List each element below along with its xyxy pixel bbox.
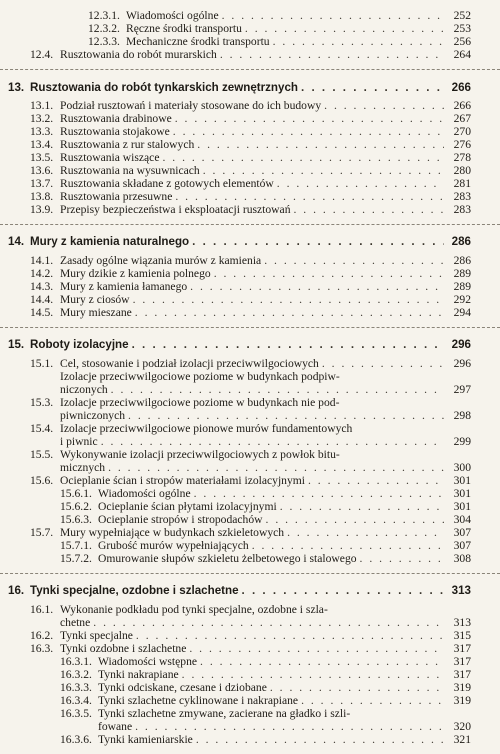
entry-title: Tynki kamieniarskie xyxy=(98,733,193,746)
entry-title: Tynki nakrapiane xyxy=(98,668,179,681)
leader-dots xyxy=(264,255,444,267)
entry-title: Rusztowania do robót tynkarskich zewnętrznych xyxy=(30,81,298,94)
toc-entry-continuation xyxy=(60,462,471,474)
entry-title: piwniczonych xyxy=(60,409,126,422)
entry-page: 317 xyxy=(453,655,471,668)
toc-entry xyxy=(30,165,471,177)
leader-dots xyxy=(136,630,444,642)
entry-title: Ocieplanie ścian i stropów materiałami izolacyjnymi xyxy=(60,474,305,487)
entry-number: 13.6. xyxy=(30,164,54,177)
entry-page: 297 xyxy=(453,383,471,396)
toc-entry xyxy=(30,527,471,539)
entry-title: Wiadomości wstępne xyxy=(98,655,198,668)
entry-page: 292 xyxy=(453,293,471,306)
entry-number: 15.7. xyxy=(30,526,54,539)
entry-page: 266 xyxy=(453,99,471,112)
section-divider xyxy=(0,327,500,328)
entry-title: Tynki szlachetne zmywane, zacierane na gładko i szli- xyxy=(98,707,351,720)
entry-title: Tynki szlachetne cyklinowane i nakrapiane xyxy=(98,694,299,707)
entry-title: Wiadomości ogólne xyxy=(126,9,219,22)
entry-title: Tynki specjalne, ozdobne i szlachetne xyxy=(30,584,239,597)
leader-dots xyxy=(200,656,444,668)
entry-page: 278 xyxy=(453,151,471,164)
toc-entry xyxy=(30,268,471,280)
leader-dots xyxy=(93,617,444,629)
toc-entry xyxy=(30,643,471,655)
entry-page: 286 xyxy=(451,235,471,248)
leader-dots xyxy=(220,49,444,61)
entry-number: 13.5. xyxy=(30,151,54,164)
leader-dots xyxy=(308,475,444,487)
toc-entry xyxy=(60,540,471,552)
entry-title: Mechaniczne środki transportu xyxy=(126,35,270,48)
toc-entry xyxy=(88,10,471,22)
entry-title: Rusztowania z rur stalowych xyxy=(60,138,195,151)
toc-entry xyxy=(60,695,471,707)
leader-dots xyxy=(101,436,444,448)
leader-dots xyxy=(252,540,444,552)
entry-number: 14.2. xyxy=(30,267,54,280)
entry-number: 13.4. xyxy=(30,138,54,151)
entry-number: 14.3. xyxy=(30,280,54,293)
entry-title: Rusztowania drabinowe xyxy=(60,112,172,125)
leader-dots xyxy=(294,204,445,216)
entry-title: Ręczne środki transportu xyxy=(126,22,242,35)
leader-dots xyxy=(214,268,444,280)
entry-number: 16.2. xyxy=(30,629,54,642)
toc-entry xyxy=(30,358,471,370)
entry-title: Przepisy bezpieczeństwa i eksploatacji rusztowań xyxy=(60,203,291,216)
entry-title: Rusztowania składane z gotowych elementów xyxy=(60,177,274,190)
entry-number: 12.3.1. xyxy=(88,9,120,22)
entry-title: Mury z kamienia naturalnego xyxy=(30,235,190,248)
entry-title: i piwnic xyxy=(60,435,98,448)
entry-number: 16.3.4. xyxy=(60,694,92,707)
leader-dots xyxy=(301,695,444,707)
entry-page: 317 xyxy=(453,668,471,681)
toc-entry xyxy=(60,553,471,565)
entry-title: Izolacje przeciwwilgociowe pionowe murów fundamentowych xyxy=(60,422,353,435)
leader-dots xyxy=(111,384,444,396)
toc-entry xyxy=(30,100,471,112)
entry-title: Mury z ciosów xyxy=(60,293,130,306)
entry-page: 283 xyxy=(453,203,471,216)
entry-page: 270 xyxy=(453,125,471,138)
toc-entry xyxy=(30,49,471,61)
toc-entry-continuation xyxy=(98,721,471,733)
section-divider xyxy=(0,224,500,225)
entry-title: Grubość murów wypełniających xyxy=(98,539,249,552)
leader-dots xyxy=(128,410,444,422)
toc-entry-continuation xyxy=(60,384,471,396)
entry-page: 296 xyxy=(453,357,471,370)
toc-entry xyxy=(60,682,471,694)
entry-page: 308 xyxy=(453,552,471,565)
entry-number: 16.3.1. xyxy=(60,655,92,668)
toc-entry-start xyxy=(30,449,340,461)
entry-number: 16.1. xyxy=(30,603,54,616)
entry-page: 304 xyxy=(453,513,471,526)
leader-dots xyxy=(135,307,444,319)
entry-title: Cel, stosowanie i podział izolacji przeciwwilgociowych xyxy=(60,357,319,370)
entry-title: Rusztowania stojakowe xyxy=(60,125,170,138)
entry-number: 13.7. xyxy=(30,177,54,190)
toc-entry xyxy=(60,514,471,526)
entry-page: 283 xyxy=(453,190,471,203)
entry-page: 301 xyxy=(453,474,471,487)
toc-entry-start xyxy=(30,604,328,616)
entry-page: 289 xyxy=(453,267,471,280)
toc-entry-continuation xyxy=(60,410,471,422)
section-divider xyxy=(0,69,500,70)
leader-dots xyxy=(133,294,444,306)
entry-number: 16.3.6. xyxy=(60,733,92,746)
entry-page: 320 xyxy=(453,720,471,733)
entry-title: Ocieplanie stropów i stropodachów xyxy=(98,513,263,526)
toc-entry xyxy=(30,281,471,293)
entry-page: 280 xyxy=(453,164,471,177)
toc-entry xyxy=(30,307,471,319)
leader-dots xyxy=(175,191,444,203)
leader-dots xyxy=(245,23,444,35)
entry-page: 319 xyxy=(453,694,471,707)
leader-dots xyxy=(108,462,444,474)
entry-page: 315 xyxy=(453,629,471,642)
entry-number: 13.2. xyxy=(30,112,54,125)
entry-page: 286 xyxy=(453,254,471,267)
leader-dots xyxy=(222,10,444,22)
leader-dots xyxy=(324,100,444,112)
toc-entry-start xyxy=(30,423,352,435)
entry-page: 276 xyxy=(453,138,471,151)
entry-page: 301 xyxy=(453,500,471,513)
toc-entry xyxy=(30,152,471,164)
entry-number: 12.3.2. xyxy=(88,22,120,35)
entry-number: 13.3. xyxy=(30,125,54,138)
entry-title: niczonych xyxy=(60,383,108,396)
toc-entry xyxy=(30,204,471,216)
leader-dots xyxy=(273,36,444,48)
leader-dots xyxy=(190,281,444,293)
entry-title: Mury wypełniające w budynkach szkieletowych xyxy=(60,526,285,539)
entry-page: 267 xyxy=(453,112,471,125)
entry-number: 14. xyxy=(8,235,25,248)
toc-entry xyxy=(30,139,471,151)
entry-page: 307 xyxy=(453,526,471,539)
leader-dots xyxy=(266,514,444,526)
entry-number: 12.4. xyxy=(30,48,54,61)
leader-dots xyxy=(173,126,444,138)
leader-dots xyxy=(197,139,444,151)
entry-title: Podział rusztowań i materiały stosowane do ich budowy xyxy=(60,99,322,112)
entry-page: 319 xyxy=(453,681,471,694)
entry-page: 321 xyxy=(453,733,471,746)
chapter-heading xyxy=(8,82,471,94)
toc-entry xyxy=(60,501,471,513)
toc-entry xyxy=(30,255,471,267)
entry-page: 313 xyxy=(453,616,471,629)
entry-number: 15.7.1. xyxy=(60,539,92,552)
entry-page: 294 xyxy=(453,306,471,319)
toc-entry-start xyxy=(30,397,339,409)
leader-dots xyxy=(135,721,444,733)
chapter-heading xyxy=(8,585,471,597)
toc-entry xyxy=(88,23,471,35)
toc-entry xyxy=(60,656,471,668)
toc-entry xyxy=(30,113,471,125)
leader-dots xyxy=(192,236,444,248)
entry-number: 15.6.3. xyxy=(60,513,92,526)
entry-page: 264 xyxy=(453,48,471,61)
toc-entry xyxy=(60,669,471,681)
entry-number: 13. xyxy=(8,81,25,94)
entry-title: Tynki odciskane, czesane i dziobane xyxy=(98,681,267,694)
entry-title: Mury mieszane xyxy=(60,306,132,319)
leader-dots xyxy=(242,585,444,597)
section-divider xyxy=(0,573,500,574)
leader-dots xyxy=(203,165,444,177)
entry-number: 16.3.3. xyxy=(60,681,92,694)
entry-number: 16.3. xyxy=(30,642,54,655)
entry-number: 14.4. xyxy=(30,293,54,306)
entry-title: Wykonanie podkładu pod tynki specjalne, ozdobne i szla- xyxy=(60,603,328,616)
toc-entry-continuation xyxy=(60,617,471,629)
entry-title: Tynki ozdobne i szlachetne xyxy=(60,642,187,655)
entry-title: fowane xyxy=(98,720,133,733)
entry-number: 13.1. xyxy=(30,99,54,112)
chapter-heading xyxy=(8,339,471,351)
leader-dots xyxy=(182,669,444,681)
entry-number: 16. xyxy=(8,584,25,597)
entry-page: 253 xyxy=(453,22,471,35)
entry-page: 289 xyxy=(453,280,471,293)
toc-entry xyxy=(30,630,471,642)
entry-title: Rusztowania na wysuwnicach xyxy=(60,164,200,177)
leader-dots xyxy=(277,178,444,190)
entry-number: 13.8. xyxy=(30,190,54,203)
toc-entry xyxy=(60,734,471,746)
entry-number: 15. xyxy=(8,338,25,351)
leader-dots xyxy=(360,553,444,565)
entry-page: 296 xyxy=(451,338,471,351)
leader-dots xyxy=(287,527,444,539)
toc-entry-continuation xyxy=(60,436,471,448)
leader-dots xyxy=(270,682,444,694)
entry-page: 299 xyxy=(453,435,471,448)
entry-title: Ocieplanie ścian płytami izolacyjnymi xyxy=(98,500,277,513)
entry-number: 15.4. xyxy=(30,422,54,435)
entry-page: 300 xyxy=(453,461,471,474)
entry-number: 15.7.2. xyxy=(60,552,92,565)
entry-number: 16.3.2. xyxy=(60,668,92,681)
leader-dots xyxy=(132,339,444,351)
toc-entry xyxy=(30,294,471,306)
toc-entry xyxy=(30,126,471,138)
entry-title: Wiadomości ogólne xyxy=(98,487,191,500)
leader-dots xyxy=(189,643,444,655)
entry-number: 15.1. xyxy=(30,357,54,370)
entry-title: micznych xyxy=(60,461,106,474)
entry-page: 307 xyxy=(453,539,471,552)
toc-entry xyxy=(30,191,471,203)
leader-dots xyxy=(322,358,444,370)
entry-number: 15.6.1. xyxy=(60,487,92,500)
toc-entry-start xyxy=(60,708,350,720)
entry-number: 15.3. xyxy=(30,396,54,409)
leader-dots xyxy=(194,488,444,500)
entry-title: Omurowanie słupów szkieletu żelbetowego i stalowego xyxy=(98,552,357,565)
entry-title: Rusztowania wiszące xyxy=(60,151,160,164)
chapter-heading xyxy=(8,236,471,248)
entry-page: 301 xyxy=(453,487,471,500)
entry-title: Izolacje przeciwwilgociowe poziome w budynkach nie pod- xyxy=(60,396,340,409)
entry-title: chetne xyxy=(60,616,91,629)
entry-page: 266 xyxy=(451,81,471,94)
leader-dots xyxy=(175,113,444,125)
toc-entry xyxy=(88,36,471,48)
toc-entry xyxy=(60,488,471,500)
entry-title: Mury z kamienia łamanego xyxy=(60,280,188,293)
leader-dots xyxy=(301,82,444,94)
entry-page: 256 xyxy=(453,35,471,48)
entry-title: Mury dzikie z kamienia polnego xyxy=(60,267,211,280)
entry-number: 14.1. xyxy=(30,254,54,267)
entry-title: Rusztowania do robót murarskich xyxy=(60,48,217,61)
entry-page: 298 xyxy=(453,409,471,422)
entry-page: 252 xyxy=(453,9,471,22)
leader-dots xyxy=(280,501,444,513)
entry-title: Roboty izolacyjne xyxy=(30,338,129,351)
entry-number: 15.6. xyxy=(30,474,54,487)
entry-number: 15.6.2. xyxy=(60,500,92,513)
entry-page: 317 xyxy=(453,642,471,655)
entry-number: 15.5. xyxy=(30,448,54,461)
entry-number: 13.9. xyxy=(30,203,54,216)
leader-dots xyxy=(162,152,444,164)
entry-title: Rusztowania przesuwne xyxy=(60,190,173,203)
toc-entry xyxy=(30,475,471,487)
entry-number: 16.3.5. xyxy=(60,707,92,720)
toc-entry xyxy=(30,178,471,190)
entry-title: Tynki specjalne xyxy=(60,629,133,642)
entry-title: Wykonywanie izolacji przeciwwilgociowych z powłok bitu- xyxy=(60,448,340,461)
entry-page: 313 xyxy=(451,584,471,597)
entry-page: 281 xyxy=(453,177,471,190)
entry-title: Izolacje przeciwwilgociowe poziome w budynkach podpiw- xyxy=(60,370,340,383)
entry-number: 14.5. xyxy=(30,306,54,319)
leader-dots xyxy=(196,734,444,746)
entry-number: 12.3.3. xyxy=(88,35,120,48)
entry-title: Zasady ogólne wiązania murów z kamienia xyxy=(60,254,262,267)
